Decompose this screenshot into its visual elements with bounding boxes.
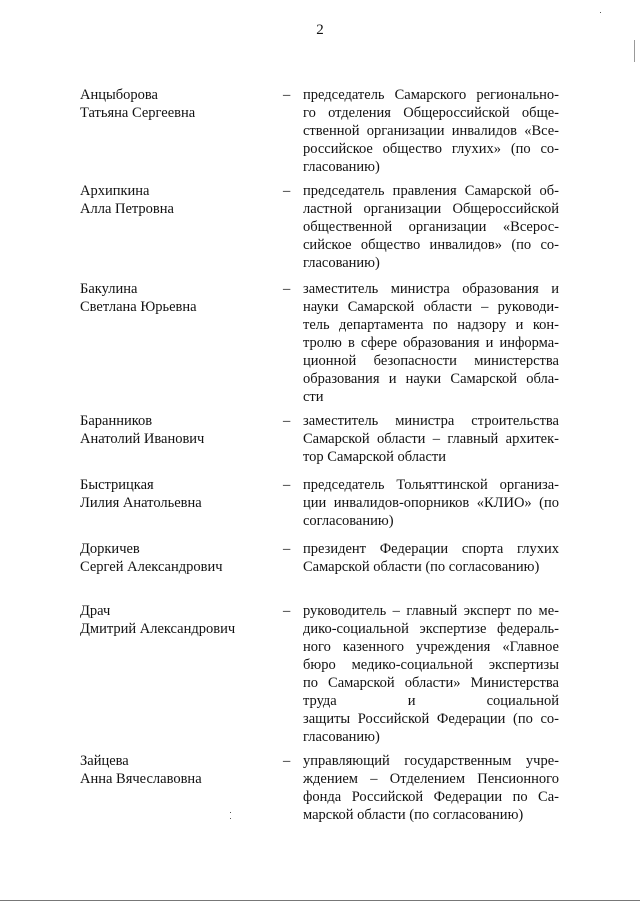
position-line: тор Самарской области <box>303 449 446 465</box>
member-position <box>303 280 559 406</box>
dash-separator: – <box>283 281 291 297</box>
position-line: управляющий государственным учре- <box>303 753 559 769</box>
member-surname: Баранников <box>80 413 153 429</box>
dash-separator: – <box>283 477 291 493</box>
position-line: общественной организации «Всерос- <box>303 219 559 235</box>
dash-separator: – <box>283 87 291 103</box>
member-given-name: Дмитрий Александрович <box>80 621 236 637</box>
position-line: по Самарской области» Министерства <box>303 675 559 691</box>
position-line: фонда Российской Федерации по Са- <box>303 789 559 805</box>
position-line: гласованию) <box>303 255 380 271</box>
member-surname: Драч <box>80 603 111 619</box>
position-line: согласованию) <box>303 513 394 529</box>
position-line: председатель правления Самарской об- <box>303 183 559 199</box>
member-name <box>80 86 280 122</box>
member-name <box>80 602 280 638</box>
position-line: труда и социальной <box>303 693 559 709</box>
member-given-name: Анна Вячеславовна <box>80 771 202 787</box>
member-surname: Доркичев <box>80 541 140 557</box>
dash-separator: – <box>283 183 291 199</box>
position-line: президент Федерации спорта глухих <box>303 541 559 557</box>
member-position <box>303 412 559 466</box>
position-line: ного казенного учреждения «Главное <box>303 639 559 655</box>
member-surname: Архипкина <box>80 183 150 199</box>
scan-mark <box>230 812 231 813</box>
position-line: тролю в сфере образования и информа- <box>303 335 559 351</box>
scan-mark <box>600 12 601 13</box>
member-surname: Зайцева <box>80 753 129 769</box>
scan-mark <box>634 40 635 62</box>
member-position <box>303 540 559 576</box>
position-line: тель департамента по надзору и кон- <box>303 317 559 333</box>
position-line: защиты Российской Федерации (по со- <box>303 711 559 727</box>
member-name <box>80 280 280 316</box>
dash-separator: – <box>283 603 291 619</box>
page-number: 2 <box>316 22 324 38</box>
member-position <box>303 752 559 824</box>
position-line: науки Самарской области – руководи- <box>303 299 559 315</box>
member-name <box>80 540 280 576</box>
position-line: марской области (по согласованию) <box>303 807 524 823</box>
position-line: ственной организации инвалидов «Все- <box>303 123 559 139</box>
position-line: председатель Самарского регионально- <box>303 87 559 103</box>
position-line: сти <box>303 389 324 405</box>
member-given-name: Светлана Юрьевна <box>80 299 197 315</box>
position-line: дико-социальной экспертизе федераль- <box>303 621 559 637</box>
position-line: Самарской области (по согласованию) <box>303 559 540 575</box>
position-line: председатель Тольяттинской организа- <box>303 477 559 493</box>
member-position <box>303 86 559 176</box>
position-line: ционной безопасности министерства <box>303 353 559 369</box>
position-line: ции инвалидов-опорников «КЛИО» (по <box>303 495 559 511</box>
position-line: руководитель – главный эксперт по ме- <box>303 603 559 619</box>
position-line: бюро медико-социальной экспертизы <box>303 657 559 673</box>
position-line: гласованию) <box>303 729 380 745</box>
scan-mark <box>230 818 231 819</box>
member-surname: Анцыборова <box>80 87 158 103</box>
position-line: заместитель министра образования и <box>303 281 559 297</box>
member-name <box>80 412 280 448</box>
member-surname: Быстрицкая <box>80 477 154 493</box>
dash-separator: – <box>283 753 291 769</box>
position-line: ждением – Отделением Пенсионного <box>303 771 559 787</box>
member-surname: Бакулина <box>80 281 138 297</box>
member-given-name: Алла Петровна <box>80 201 174 217</box>
member-name <box>80 752 280 788</box>
position-line: сийское общество инвалидов» (по со- <box>303 237 559 253</box>
position-line: го отделения Общероссийской обще- <box>303 105 559 121</box>
position-line: российское общество глухих» (по со- <box>303 141 559 157</box>
member-name <box>80 476 280 512</box>
member-position <box>303 476 559 530</box>
member-name <box>80 182 280 218</box>
member-given-name: Анатолий Иванович <box>80 431 205 447</box>
position-line: образования и науки Самарской обла- <box>303 371 559 387</box>
member-given-name: Сергей Александрович <box>80 559 223 575</box>
member-given-name: Татьяна Сергеевна <box>80 105 196 121</box>
member-position <box>303 182 559 272</box>
dash-separator: – <box>283 541 291 557</box>
dash-separator: – <box>283 413 291 429</box>
position-line: Самарской области – главный архитек- <box>303 431 559 447</box>
member-given-name: Лилия Анатольевна <box>80 495 202 511</box>
position-line: гласованию) <box>303 159 380 175</box>
position-line: заместитель министра строительства <box>303 413 559 429</box>
position-line: ластной организации Общероссийской <box>303 201 559 217</box>
member-position <box>303 602 559 746</box>
scan-mark <box>0 900 640 901</box>
